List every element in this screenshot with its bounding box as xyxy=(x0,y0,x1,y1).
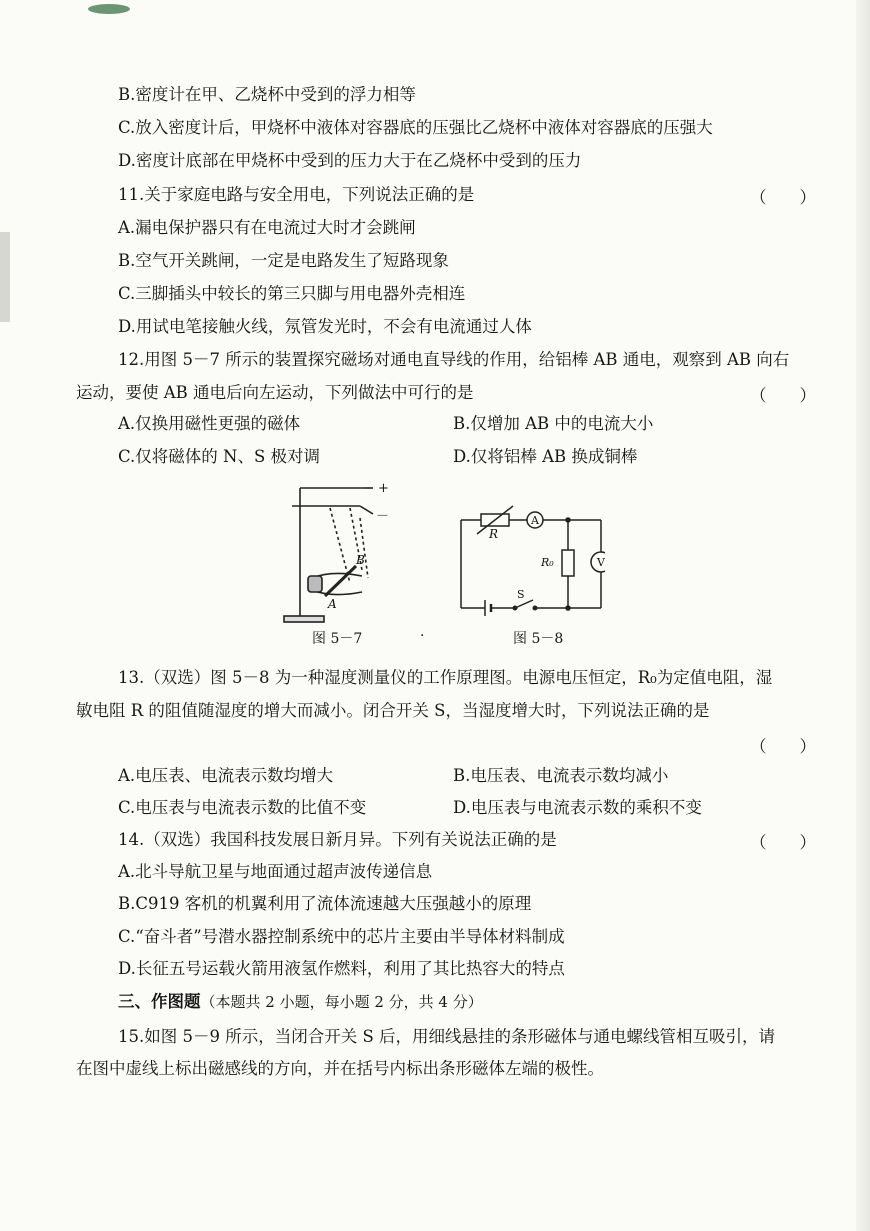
figure-5-8-caption: 图 5－8 xyxy=(513,631,564,647)
label-r: R xyxy=(489,527,499,541)
stray-dot: · xyxy=(420,628,425,644)
q12-option-d: D.仅将铝棒 AB 换成铜棒 xyxy=(453,447,638,466)
q11-option-c: C.三脚插头中较长的第三只脚与用电器外壳相连 xyxy=(118,284,466,303)
section-3-note: （本题共 2 小题，每小题 2 分，共 4 分） xyxy=(200,993,483,1011)
q12-option-c: C.仅将磁体的 N、S 极对调 xyxy=(118,447,321,466)
q14-option-a: A.北斗导航卫星与地面通过超声波传递信息 xyxy=(118,862,433,881)
q15-stem-line2: 在图中虚线上标出磁感线的方向，并在括号内标出条形磁体左端的极性。 xyxy=(76,1059,604,1078)
q13-option-d: D.电压表与电流表示数的乘积不变 xyxy=(453,798,702,817)
minus-terminal-label: － xyxy=(376,509,390,524)
q11-stem: 11.关于家庭电路与安全用电，下列说法正确的是 xyxy=(118,185,475,204)
ammeter-label: A xyxy=(531,514,539,527)
plus-terminal-label: + xyxy=(378,481,389,496)
q14-option-d: D.长征五号运载火箭用液氢作燃料，利用了其比热容大的特点 xyxy=(118,959,565,978)
section-3-heading xyxy=(118,991,483,1013)
label-r0: R₀ xyxy=(541,556,554,569)
q13-stem-line1: 13.（双选）图 5－8 为一种湿度测量仪的工作原理图。电源电压恒定，R₀为定值电阻，湿 xyxy=(118,668,773,687)
fixed-resistor-r0 xyxy=(562,550,574,576)
q12-option-a: A.仅换用磁性更强的磁体 xyxy=(118,414,301,433)
figure-5-8 xyxy=(455,500,605,625)
figure-5-7 xyxy=(270,478,405,648)
q13-option-a: A.电压表、电流表示数均增大 xyxy=(118,766,334,785)
switch-s xyxy=(515,600,533,608)
figure-5-7-caption: 图 5－7 xyxy=(312,631,363,647)
section-3-title: 三、作图题 xyxy=(118,992,201,1011)
q14-answer-paren: （ ） xyxy=(750,833,816,852)
q13-option-c: C.电压表与电流表示数的比值不变 xyxy=(118,798,367,817)
label-s: S xyxy=(517,588,525,601)
q12-stem-line2: 运动，要使 AB 通电后向左运动，下列做法中可行的是 xyxy=(76,383,474,402)
q12-answer-paren: （ ） xyxy=(750,386,816,405)
q15-stem-line1: 15.如图 5－9 所示，当闭合开关 S 后，用细线悬挂的条形磁体与通电螺线管相互吸引，请 xyxy=(118,1027,776,1046)
q11-answer-paren: （ ） xyxy=(750,188,816,207)
voltmeter-label: V xyxy=(597,556,605,569)
q14-stem: 14.（双选）我国科技发展日新月异。下列有关说法正确的是 xyxy=(118,830,557,849)
q14-option-c: C.“奋斗者”号潜水器控制系统中的芯片主要由半导体材料制成 xyxy=(118,927,565,946)
q12-option-b: B.仅增加 AB 中的电流大小 xyxy=(453,414,654,433)
q11-option-a: A.漏电保护器只有在电流过大时才会跳闸 xyxy=(118,218,416,237)
label-b: B xyxy=(356,553,365,567)
q11-option-d: D.用试电笔接触火线，氖管发光时，不会有电流通过人体 xyxy=(118,317,532,336)
q14-option-b: B.C919 客机的机翼利用了流体流速越大压强越小的原理 xyxy=(118,894,532,913)
stand-base xyxy=(284,616,324,622)
q10-option-b: B.密度计在甲、乙烧杯中受到的浮力相等 xyxy=(118,85,416,104)
q13-answer-paren: （ ） xyxy=(750,737,816,756)
q10-option-c: C.放入密度计后，甲烧杯中液体对容器底的压强比乙烧杯中液体对容器底的压强大 xyxy=(118,118,713,137)
q10-option-d: D.密度计底部在甲烧杯中受到的压力大于在乙烧杯中受到的压力 xyxy=(118,151,582,170)
q13-stem-line2: 敏电阻 R 的阻值随湿度的增大而减小。闭合开关 S，当湿度增大时，下列说法正确的是 xyxy=(76,701,710,720)
q13-option-b: B.电压表、电流表示数均减小 xyxy=(453,766,669,785)
scan-shadow xyxy=(0,232,10,322)
q12-stem-line1: 12.用图 5－7 所示的装置探究磁场对通电直导线的作用，给铝棒 AB 通电，观察到 AB 向右 xyxy=(118,350,790,369)
label-a: A xyxy=(328,597,337,611)
q11-option-b: B.空气开关跳闸，一定是电路发生了短路现象 xyxy=(118,251,449,270)
corner-ink-mark xyxy=(88,4,130,14)
rod-ab xyxy=(325,566,356,596)
page-edge xyxy=(856,0,870,1231)
